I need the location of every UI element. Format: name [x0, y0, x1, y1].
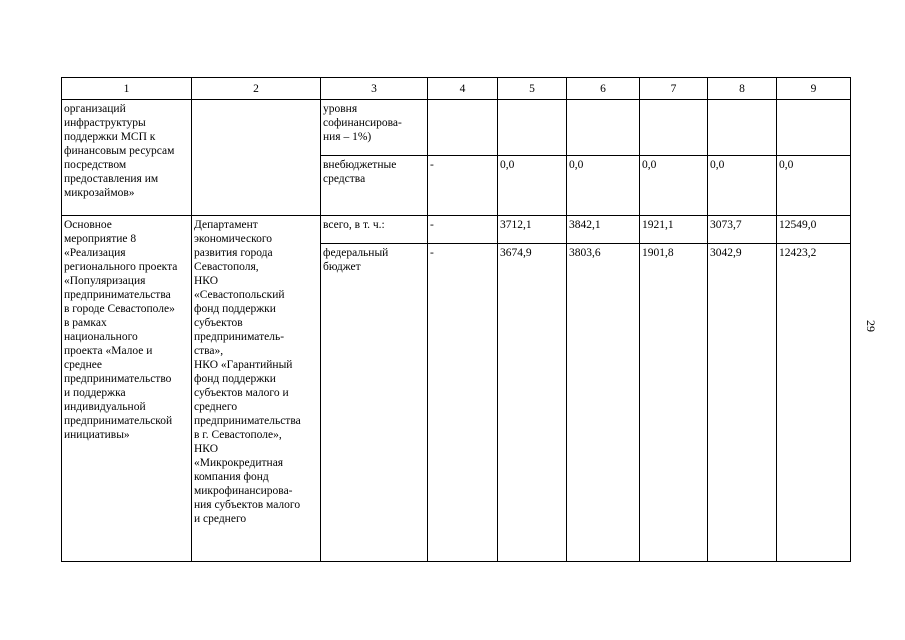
header-cell: 7 — [640, 78, 708, 100]
value-cell: 3042,9 — [708, 244, 777, 562]
executor-cell — [192, 216, 321, 562]
table-row — [62, 216, 851, 244]
funding-source-text: уровня софинансирова- ния – 1%) — [323, 103, 402, 143]
value-cell: - — [428, 216, 498, 244]
value-cell: - — [428, 244, 498, 562]
value-cell: 0,0 — [777, 156, 851, 216]
header-cell: 1 — [62, 78, 192, 100]
header-cell: 5 — [498, 78, 567, 100]
executor-cell — [192, 100, 321, 216]
value-cell: 1921,1 — [640, 216, 708, 244]
value-cell — [567, 100, 640, 156]
value-cell: 0,0 — [498, 156, 567, 216]
value-cell — [777, 100, 851, 156]
funding-source-cell — [321, 216, 428, 244]
value-cell: 1901,8 — [640, 244, 708, 562]
value-cell: 3803,6 — [567, 244, 640, 562]
value-cell — [708, 100, 777, 156]
header-cell: 4 — [428, 78, 498, 100]
funding-source-cell — [321, 244, 428, 562]
table-row — [62, 100, 851, 156]
page-number: 29 — [864, 320, 878, 332]
value-cell: 0,0 — [708, 156, 777, 216]
value-cell: 3842,1 — [567, 216, 640, 244]
value-cell: 0,0 — [640, 156, 708, 216]
header-row — [62, 78, 851, 100]
funding-source-cell — [321, 156, 428, 216]
executor-text: Департамент экономического развития города Севастополя, НКО «Севастопольский фонд поддержки субъектов предприниматель- ства», НКО «Гарантийный фонд поддержки субъектов малого и среднего предпринимательства в г. Севастополе», НКО «Микрокредитная компания фонд микрофинансирова- ния субъектов малого и среднего — [194, 219, 301, 525]
header-cell: 6 — [567, 78, 640, 100]
value-cell — [640, 100, 708, 156]
header-cell: 8 — [708, 78, 777, 100]
activity-name-text: организаций инфраструктуры поддержки МСП к финансовым ресурсам посредством предоставления им микрозаймов» — [64, 103, 175, 199]
header-cell: 9 — [777, 78, 851, 100]
funding-source-text: всего, в т. ч.: — [323, 219, 385, 231]
budget-table — [61, 77, 851, 562]
header-cell: 3 — [321, 78, 428, 100]
activity-name-cell — [62, 100, 192, 216]
value-cell: - — [428, 156, 498, 216]
value-cell: 0,0 — [567, 156, 640, 216]
funding-source-text: федеральный бюджет — [323, 247, 389, 273]
activity-name-text: Основное мероприятие 8 «Реализация регионального проекта «Популяризация предпринимательства в городе Севастополе» в рамках национального проекта «Малое и среднее предпринимательство и поддержка индивидуальной предпринимательской инициативы» — [64, 219, 178, 441]
value-cell: 3073,7 — [708, 216, 777, 244]
value-cell — [498, 100, 567, 156]
value-cell: 12549,0 — [777, 216, 851, 244]
value-cell: 3712,1 — [498, 216, 567, 244]
value-cell — [428, 100, 498, 156]
funding-source-text: внебюджетные средства — [323, 159, 397, 185]
value-cell: 3674,9 — [498, 244, 567, 562]
value-cell: 12423,2 — [777, 244, 851, 562]
header-cell: 2 — [192, 78, 321, 100]
activity-name-cell — [62, 216, 192, 562]
funding-source-cell — [321, 100, 428, 156]
